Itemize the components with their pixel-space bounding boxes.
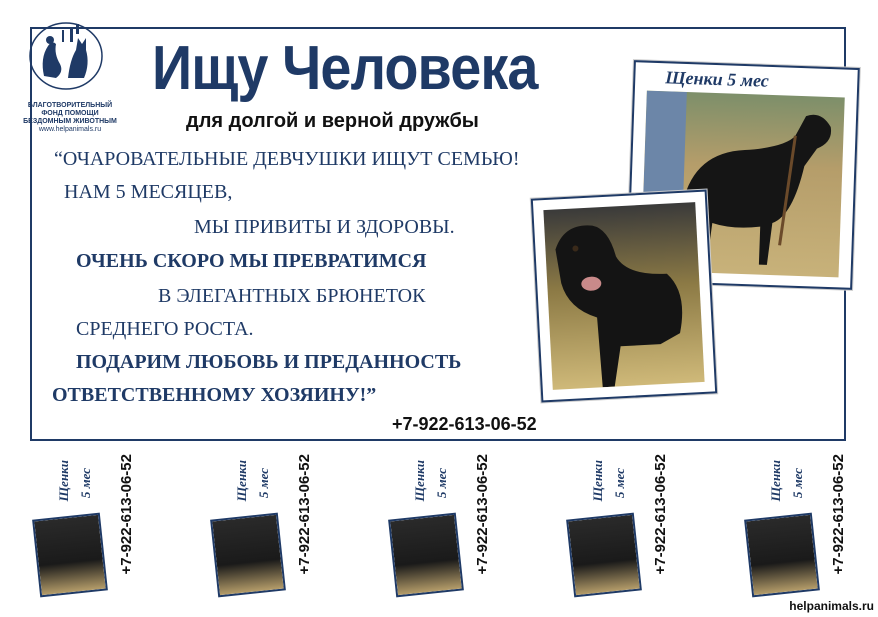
footer-url: helpanimals.ru <box>789 599 874 613</box>
text-line-5: В ЭЛЕГАНТНЫХ БРЮНЕТОК <box>158 285 426 307</box>
poster-title: Ищу Человека <box>152 34 538 103</box>
org-line-2: ФОНД ПОМОЩИ <box>41 110 99 117</box>
tab-label-1: Щенки <box>412 460 427 502</box>
tab-label-1: Щенки <box>768 460 783 502</box>
tab-thumbnail <box>744 513 820 598</box>
org-name <box>10 102 130 134</box>
org-url: www.helpanimals.ru <box>38 126 102 133</box>
tab-label-2: 5 мес <box>256 468 271 499</box>
tear-off-tab <box>34 450 184 610</box>
charity-logo-icon <box>26 20 106 92</box>
tab-thumbnail <box>32 513 108 598</box>
tab-thumbnail <box>566 513 642 598</box>
tear-off-tab <box>746 450 874 610</box>
tab-phone: +7-922-613-06-52 <box>118 454 135 575</box>
poster-subtitle: для долгой и верной дружбы <box>186 110 479 132</box>
tab-label-2: 5 мес <box>78 468 93 499</box>
sitting-dog-icon <box>543 202 704 390</box>
org-line-3: БЕЗДОМНЫМ ЖИВОТНЫМ <box>23 118 117 125</box>
tab-phone: +7-922-613-06-52 <box>474 454 491 575</box>
tear-off-tab <box>568 450 718 610</box>
tab-label-1: Щенки <box>590 460 605 502</box>
contact-phone: +7-922-613-06-52 <box>392 414 537 434</box>
text-line-4: ОЧЕНЬ СКОРО МЫ ПРЕВРАТИМСЯ <box>76 250 427 272</box>
text-line-8: ОТВЕТСТВЕННОМУ ХОЗЯИНУ!” <box>52 384 377 406</box>
tear-off-tab <box>390 450 540 610</box>
tab-phone: +7-922-613-06-52 <box>652 454 669 575</box>
puppy-photo-2-image <box>543 202 704 390</box>
tab-thumbnail <box>388 513 464 598</box>
text-line-1: “ОЧАРОВАТЕЛЬНЫЕ ДЕВЧУШКИ ИЩУТ СЕМЬЮ! <box>54 148 520 170</box>
puppy-photo-2 <box>531 190 717 403</box>
text-line-6: СРЕДНЕГО РОСТА. <box>76 318 254 340</box>
tab-label-2: 5 мес <box>790 468 805 499</box>
text-line-7: ПОДАРИМ ЛЮБОВЬ И ПРЕДАННОСТЬ <box>76 351 462 373</box>
tear-off-tab <box>212 450 362 610</box>
org-line-1: БЛАГОТВОРИТЕЛЬНЫЙ <box>27 102 113 109</box>
tab-label-2: 5 мес <box>434 468 449 499</box>
tab-label-2: 5 мес <box>612 468 627 499</box>
tab-label-1: Щенки <box>56 460 71 502</box>
photo-caption: Щенки 5 мес <box>665 67 770 91</box>
text-line-2: НАМ 5 МЕСЯЦЕВ, <box>64 181 233 203</box>
tab-thumbnail <box>210 513 286 598</box>
tab-phone: +7-922-613-06-52 <box>830 454 847 575</box>
text-line-3: МЫ ПРИВИТЫ И ЗДОРОВЫ. <box>194 216 455 238</box>
tab-label-1: Щенки <box>234 460 249 502</box>
tab-phone: +7-922-613-06-52 <box>296 454 313 575</box>
